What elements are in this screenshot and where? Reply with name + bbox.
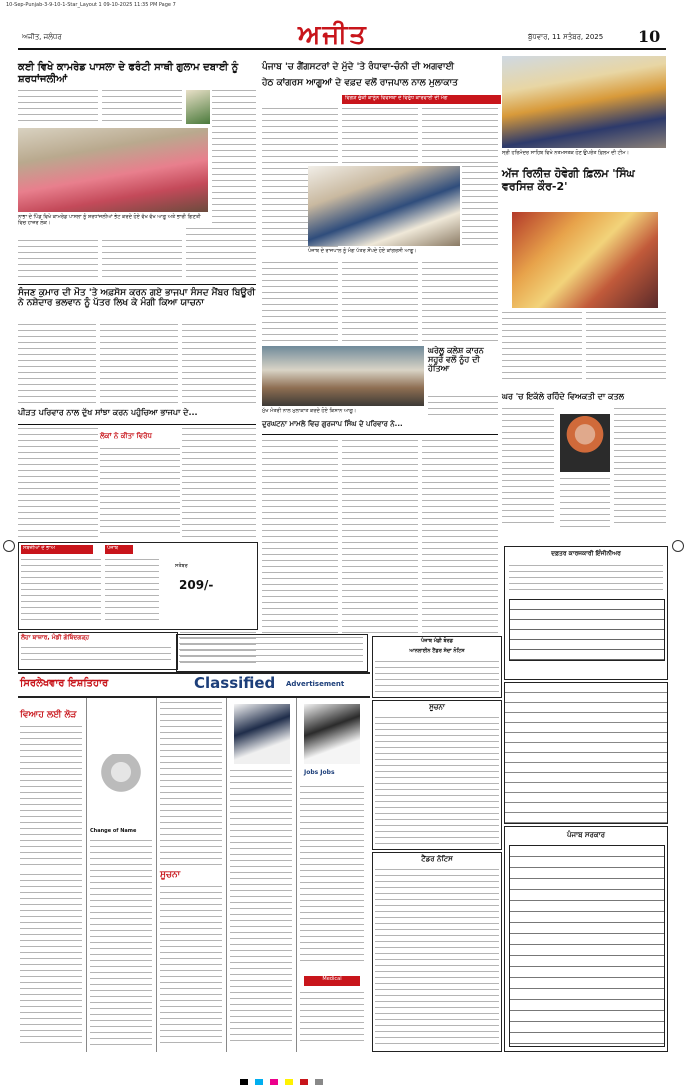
print-color-bar: [240, 1072, 460, 1082]
name-change-head: Change of Name: [90, 828, 137, 834]
photo-victim: [560, 414, 610, 472]
headline-film: ਅੱਜ ਰਿਲੀਜ਼ ਹੋਵੇਗੀ ਫ਼ਿਲਮ 'ਸਿੰਘ ਵਰਸਿਜ਼ ਕੌਰ-2': [502, 167, 635, 193]
text-block: [560, 478, 610, 528]
print-slug: 10-Sep-Punjab-3-9-10-1-Star_Layout 1 09-10-2025 11:35 PM Page 7: [6, 2, 176, 8]
text-block: [375, 661, 499, 693]
main-subhead: ਵਿਗੜ ਚੁੱਕੀ ਕਾਨੂੰਨ ਵਿਵਸਥਾ ਦੇ ਵਿਰੁੱਧ ਕਾਰਵਾਈ ਦੀ ਮੰਗ: [342, 95, 501, 104]
classified-col-5: [298, 698, 368, 1052]
headline-top-left: ਕਈ ਵਿਖੇ ਕਾਮਰੇਡ ਪਾਸਲਾ ਦੇ ਫਰੰਟੀ ਸਾਥੀ ਗੁਲਾਮ ਦਬਾਈ ਨੂੰ ਸ਼ਰਧਾਂਜਲੀਆਂ: [18, 62, 239, 85]
tender-notice: [372, 852, 502, 1052]
text-block: [105, 559, 159, 623]
text-block: [342, 108, 418, 164]
classified-subtitle: Advertisement: [286, 680, 345, 688]
main-photo-caption: ਪੰਜਾਬ ਦੇ ਰਾਜਪਾਲ ਨੂੰ ਮੰਗ ਪੱਤਰ ਸੌਂਪਦੇ ਹੋਏ ਕਾਂਗਰਸੀ ਆਗੂ।: [308, 248, 417, 254]
page-number: 10: [638, 27, 661, 46]
photo-caption: ਨਾਭਾ ਦੇ ਪਿੰਡ ਵਿਖੇ ਕਾਮਰੇਡ ਪਾਸਲਾ ਨੂੰ ਸ਼ਰਧਾਂਜਲੀਆਂ ਭੇਟ ਕਰਦੇ ਹੋਏ ਵੱਖ ਵੱਖ ਆਗੂ ਅਤੇ ਭਾਰੀ ਗਿਣਤੀ ਵਿਚ ਹਾਜ਼ਰ ਲੋਕ।: [18, 214, 201, 226]
text-block: [179, 637, 363, 667]
text-block: [342, 262, 418, 342]
text-block: [160, 702, 222, 866]
right-top-caption: ਸ੍ਰੀ ਹਰਿਮੰਦਰ ਸਾਹਿਬ ਵਿਖੇ ਨਤਮਸਤਕ ਹੋਣ ਉਪਰੰਤ ਫ਼ਿਲਮ ਦੀ ਟੀਮ।: [502, 150, 629, 156]
swatch-cyan: [255, 1079, 263, 1085]
classified-punjabi-title: ਸਿਰਲੇਖਵਾਰ ਇਸ਼ਤਿਹਾਰ: [20, 678, 109, 689]
text-block: [509, 565, 663, 595]
text-block: [186, 228, 256, 280]
ad-right-head: ਦਫ਼ਤਰ ਕਾਰਜਕਾਰੀ ਇੰਜੀਨੀਅਰ: [551, 550, 621, 557]
text-block: [20, 874, 82, 1046]
masthead: ਅਜੀਤ: [298, 20, 368, 50]
text-block: [100, 324, 178, 404]
sabzi-label: ਸਬਜ਼ੀਆਂ ਦੇ ਭਾਅ: [21, 545, 93, 554]
notice-ad-right-2: [504, 682, 668, 824]
classified-band: [18, 672, 370, 698]
text-block: [102, 240, 182, 280]
classified-col-1: [18, 698, 87, 1052]
main-headline-2: ਹੇਠ ਕਾਂਗਰਸ ਆਗੂਆਂ ਦੇ ਵਫ਼ਦ ਵਲੋਂ ਰਾਜਪਾਲ ਨਾਲ ਮੁਲਾਕਾਤ: [262, 78, 458, 88]
page-header: [18, 20, 666, 50]
text-block: [422, 440, 498, 636]
swatch-red: [300, 1079, 308, 1085]
text-block: [230, 770, 292, 1046]
date-line: ਬੁੱਧਵਾਰ, 11 ਸਤੰਬਰ, 2025: [528, 33, 604, 41]
text-block: [102, 90, 182, 124]
swatch-gray: [315, 1079, 323, 1085]
text-block: [18, 240, 98, 280]
headline-mid-left: ਸੰਜਣ ਕੁਮਾਰ ਦੀ ਮੌਤ 'ਤੇ ਅਫ਼ਸੋਸ ਕਰਨ ਗਏ ਭਾਜਪਾ ਸੰਸਦ ਮੈਂਬਰ ਬਿਊਰੀ ਨੇ ਨਸ਼ੇਦਾਰ ਭਲਵਾਨ ਨੂੰ ਪੱਤਰ ਲਿਖ ਕੇ ਮੰਗੀ ਕਿਆ ਯਾਚਨਾ: [18, 288, 256, 309]
headline-kalesh: ਘਰੇਲੂ ਕਲੇਸ਼ ਕਾਰਨ ਸਹੁਰੇ ਵਲੋਂ ਨੂੰਹ ਦੀ ਹੱਤਿਆ: [428, 346, 484, 374]
text-block: [182, 428, 256, 538]
text-block: [20, 726, 82, 866]
headline-lok: ਲੋਕਾਂ ਨੇ ਕੀਤਾ ਵਿਰੋਧ: [100, 432, 152, 440]
main-headline-1: ਪੰਜਾਬ 'ਚ ਗੈਂਗਸਟਰਾਂ ਦੇ ਮੁੱਦੇ 'ਤੇ ਰੰਧਾਵਾ-ਚੰਨੀ ਦੀ ਅਗਵਾਈ: [262, 62, 454, 72]
price-value: 209/-: [179, 578, 214, 592]
text-block: [300, 992, 364, 1046]
photo-film-poster: [512, 212, 658, 308]
notice-table: [509, 599, 665, 661]
notice-ad-right-1: [504, 546, 668, 680]
text-block: [462, 166, 498, 246]
market-box: [18, 542, 258, 630]
classified-title: Classified: [194, 674, 276, 692]
photo-film-team: [502, 56, 666, 148]
inset-photo: [186, 90, 210, 124]
job-graphic: [234, 704, 290, 764]
medical-head: Medical: [304, 976, 360, 986]
registration-mark-left: [3, 540, 15, 552]
punjab-sarkar-head: ਪੰਜਾਬ ਸਰਕਾਰ: [566, 831, 605, 839]
suchna-head: ਸੂਚਨਾ: [429, 703, 445, 711]
text-block: [262, 440, 338, 636]
text-block: [428, 396, 498, 418]
text-block: [100, 448, 180, 538]
text-block: [342, 440, 418, 636]
text-block: [375, 869, 499, 1045]
text-block: [586, 312, 666, 384]
text-block: [182, 324, 256, 404]
text-block: [300, 786, 364, 966]
classified-col-4: [228, 698, 297, 1052]
classified-col-3: [158, 698, 227, 1052]
text-block: [90, 840, 152, 1046]
text-block: [18, 428, 98, 538]
text-block: [160, 886, 222, 1046]
figure-graphic: [96, 754, 146, 814]
mandi-board-notice: [372, 636, 502, 698]
edition-label: ਅਜੀਤ, ਜਲੰਧਰ: [22, 33, 62, 41]
swatch-yellow: [285, 1079, 293, 1085]
center-photo-caption: ਮੁੱਖ ਮੰਤਰੀ ਨਾਲ ਮੁਲਾਕਾਤ ਕਰਦੇ ਹੋਏ ਕਿਸਾਨ ਆਗੂ।: [262, 408, 357, 414]
text-block: [21, 647, 171, 665]
registration-mark-right: [672, 540, 684, 552]
online-tender-head: ਆਨਲਾਈਨ ਟੈਂਡਰ ਸੱਦਾ ਨੋਟਿਸ: [409, 648, 465, 654]
loha-box: [18, 632, 178, 670]
punjab-mandi-head: ਪੰਜਾਬ ਮੰਡੀ ਬੋਰਡ: [420, 638, 454, 644]
text-block: [18, 90, 98, 124]
photo-governor-meeting: [308, 166, 460, 246]
loha-label: ਲੋਹਾ ਬਾਜ਼ਾਰ, ਮੰਡੀ ਗੋਬਿੰਦਗੜ੍ਹ: [21, 634, 90, 641]
text-block: [422, 262, 498, 342]
suchna-notice: [372, 700, 502, 850]
swatch-black: [240, 1079, 248, 1085]
text-block: [422, 108, 498, 164]
suchna-classified-head: ਸੂਚਨਾ: [160, 870, 181, 880]
photo-gathering: [18, 128, 208, 212]
jobs-head: Jobs Jobs: [304, 769, 335, 776]
text-block: [21, 559, 101, 623]
notice-small: [176, 634, 368, 672]
mandi-label: ਪੰਜਾਬ: [105, 545, 133, 554]
text-block: [502, 312, 582, 384]
tender-table: [509, 845, 665, 1047]
text-block: [614, 408, 666, 528]
classified-col-2: [88, 698, 157, 1052]
headline-center-bottom: ਦੁਰਘਟਨਾ ਮਾਮਲੇ ਵਿਚ ਗੁਰਜਾਪ ਸਿੰਘ ਦੇ ਪਰਿਵਾਰ ਨੇ...: [262, 420, 403, 428]
notice-ad-right-3: [504, 826, 668, 1052]
text-block: [18, 324, 96, 404]
text-block: [375, 717, 499, 845]
text-block: [262, 262, 338, 342]
tender-sub-head: ਟੈਂਡਰ ਨੋਟਿਸ: [421, 855, 453, 863]
businessman-graphic: [304, 704, 360, 764]
headline-left-bottom: ਪੀੜਤ ਪਰਿਵਾਰ ਨਾਲ ਦੁੱਖ ਸਾਂਝਾ ਕਰਨ ਪਹੁੰਚਿਆ ਭਾਜਪਾ ਦੇ...: [18, 408, 198, 417]
vyah-head: ਵਿਆਹ ਲਈ ਲੋੜ: [20, 710, 77, 720]
text-block: [212, 90, 256, 224]
text-block: [502, 408, 554, 528]
swatch-magenta: [270, 1079, 278, 1085]
headline-ghar: ਘਰ 'ਚ ਇਕੱਲੇ ਰਹਿੰਦੇ ਵਿਅਕਤੀ ਦਾ ਕਤਲ: [502, 392, 625, 401]
saturday-label: ਸਤੰਬਰ: [175, 563, 188, 569]
photo-farmers-meeting: [262, 346, 424, 406]
